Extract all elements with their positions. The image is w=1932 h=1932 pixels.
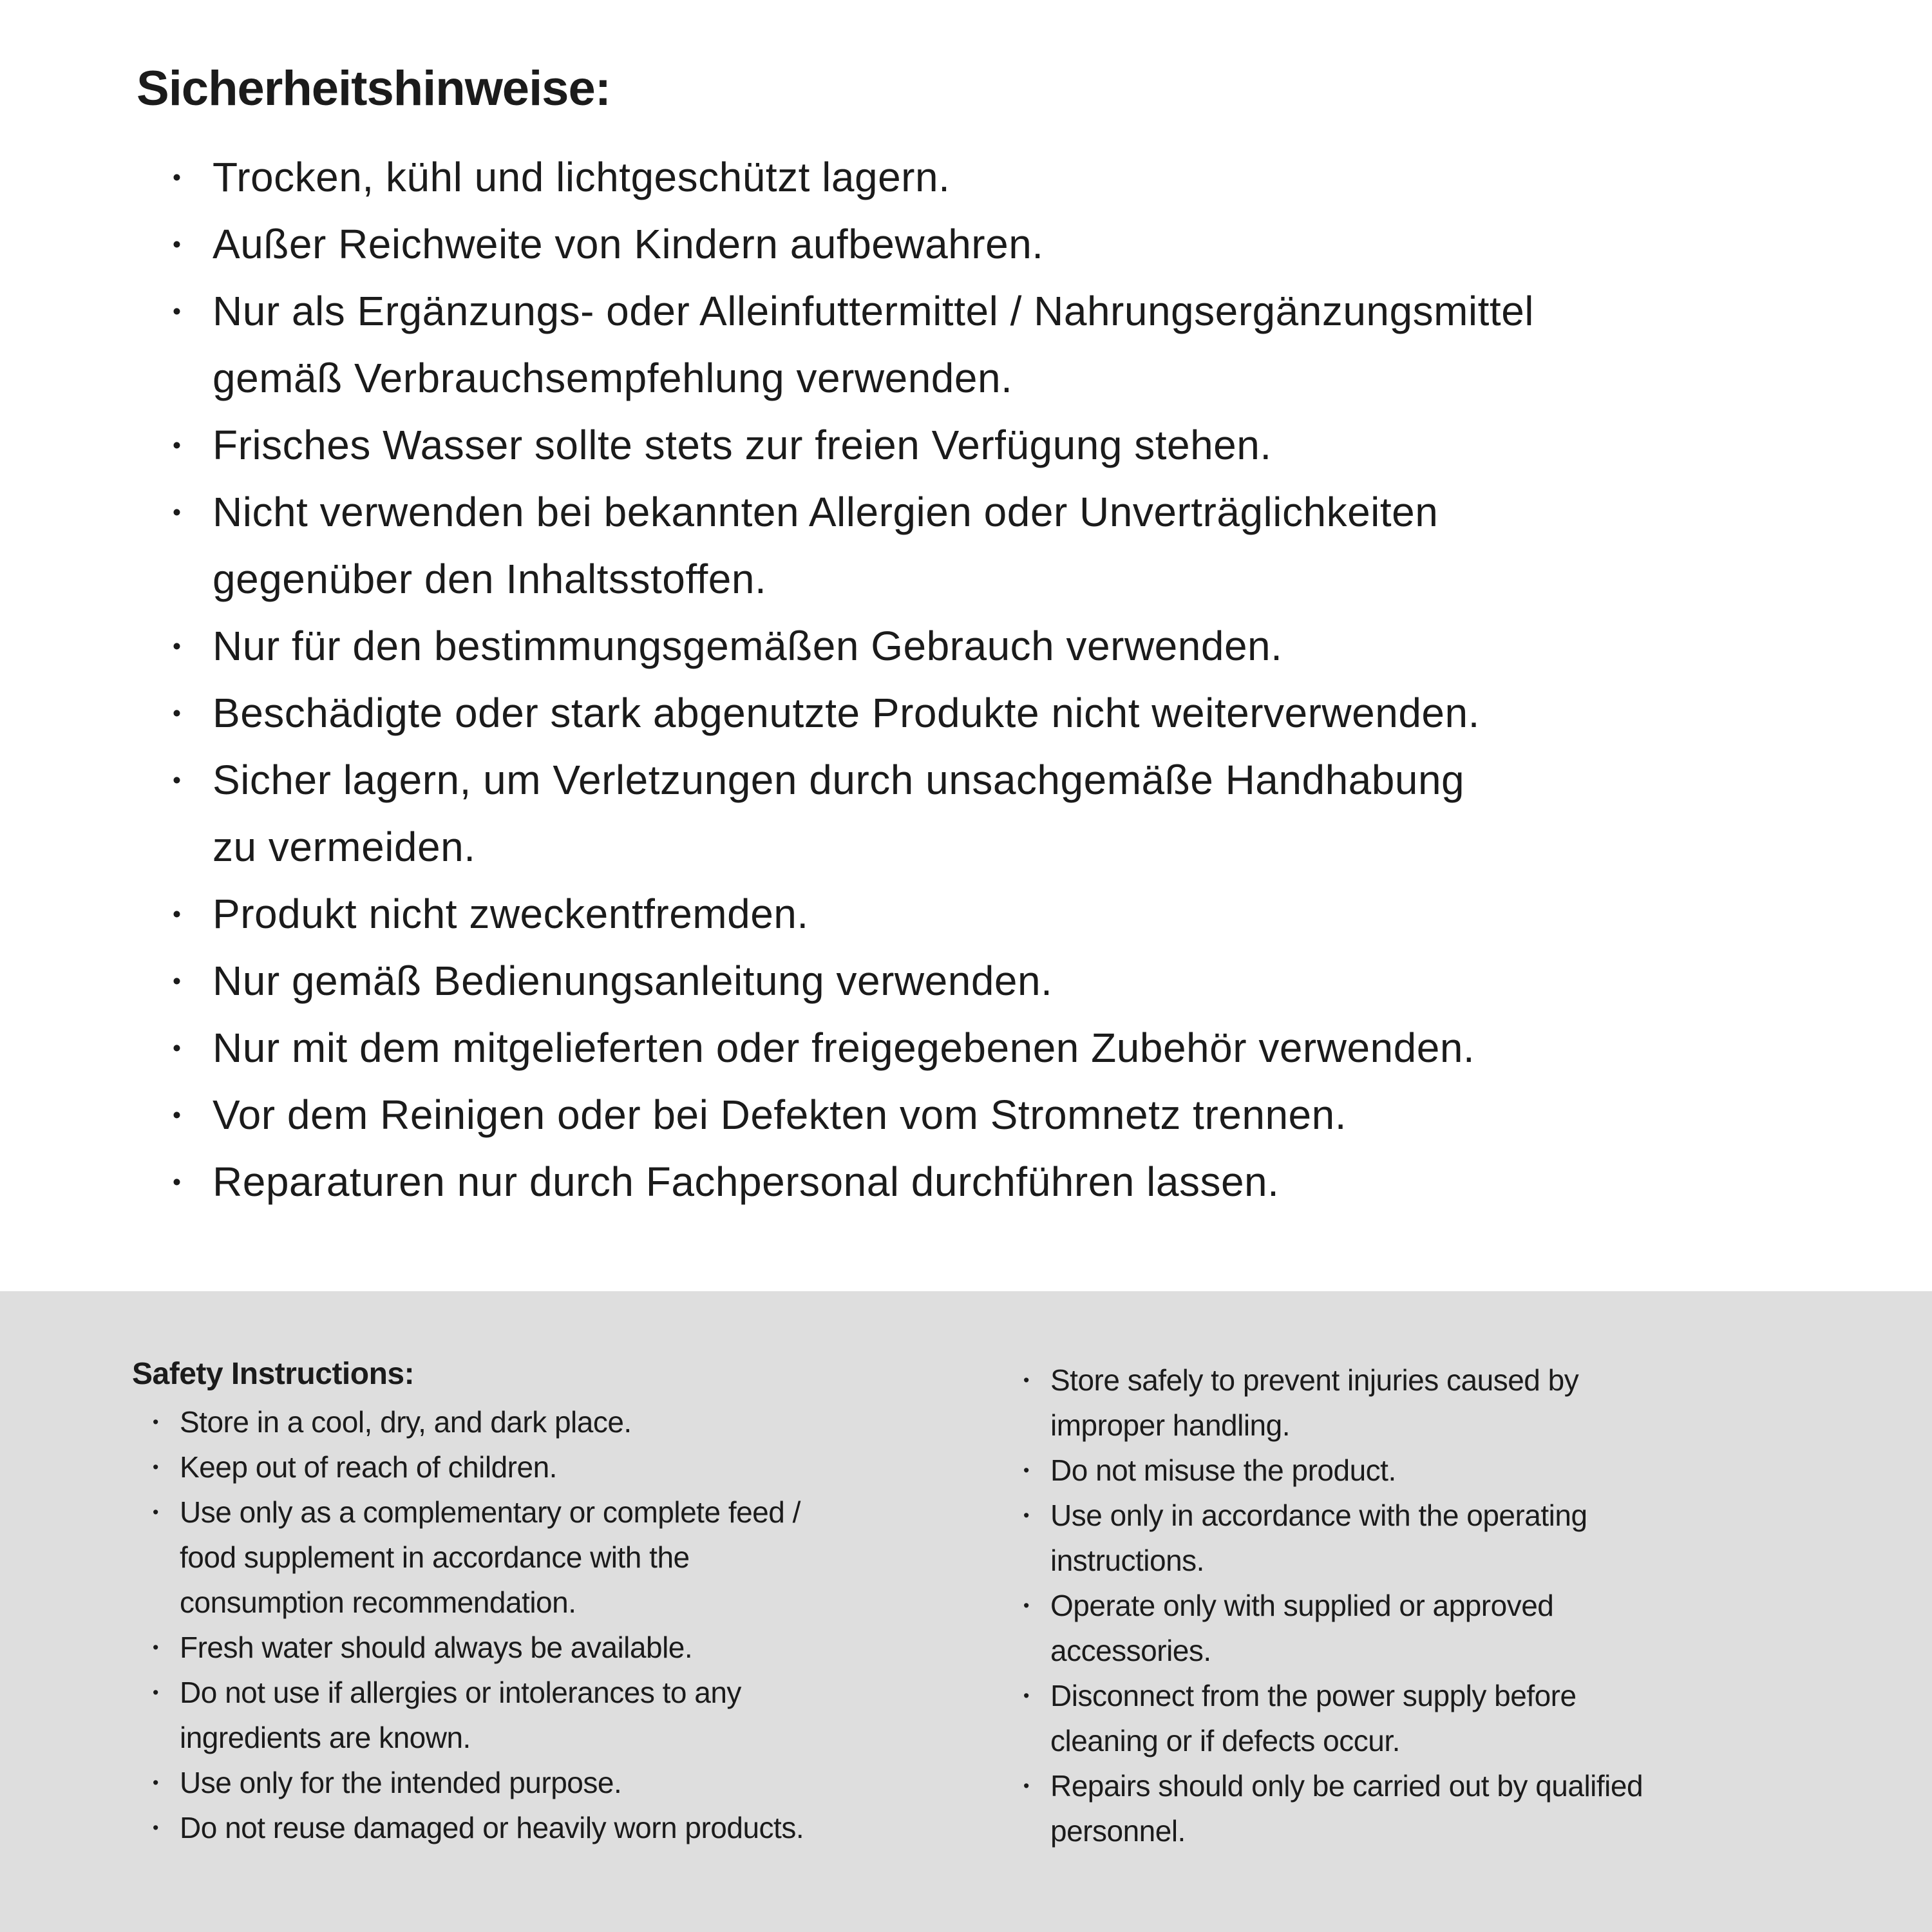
list-item <box>173 412 1534 478</box>
list-item <box>173 880 1534 947</box>
bullet-text: Beschädigte oder stark abgenutzte Produkte nicht weiterverwenden. <box>213 690 1480 736</box>
bullet-icon: • <box>173 1101 182 1128</box>
bullet-text: Operate only with supplied or approved accessories. <box>1050 1589 1554 1667</box>
bullet-text: Frisches Wasser sollte stets zur freien Verfügung stehen. <box>213 422 1272 468</box>
list-item <box>173 1014 1534 1081</box>
bullet-text: Produkt nicht zweckentfremden. <box>213 891 809 937</box>
bullet-icon: • <box>153 1502 158 1522</box>
bullet-text: Nur gemäß Bedienungsanleitung verwenden. <box>213 958 1053 1004</box>
german-heading: Sicherheitshinweise: <box>137 61 611 116</box>
list-item <box>173 679 1534 746</box>
list-item <box>1023 1583 1899 1673</box>
bullet-icon: • <box>153 1773 158 1792</box>
bullet-icon: • <box>1023 1776 1029 1795</box>
list-item <box>153 1490 1003 1625</box>
bullet-text: Store safely to prevent injuries caused by improper handling. <box>1050 1363 1579 1442</box>
bullet-text: Sicher lagern, um Verletzungen durch unsachgemäße Handhabung zu vermeiden. <box>213 757 1465 870</box>
bullet-icon: • <box>173 164 182 191</box>
list-item <box>153 1399 1003 1444</box>
list-item <box>153 1444 1003 1490</box>
bullet-text: Vor dem Reinigen oder bei Defekten vom Stromnetz trennen. <box>213 1092 1347 1138</box>
english-left-bullet-list <box>153 1399 1003 1850</box>
list-item <box>1023 1493 1899 1583</box>
bullet-icon: • <box>173 766 182 793</box>
bullet-icon: • <box>173 699 182 726</box>
list-item <box>1023 1358 1899 1448</box>
bullet-text: Nicht verwenden bei bekannten Allergien oder Unverträglichkeiten gegenüber den Inhaltsstoffen. <box>213 489 1439 602</box>
list-item <box>153 1805 1003 1850</box>
bullet-icon: • <box>173 900 182 927</box>
german-bullet-list <box>173 144 1534 1215</box>
list-item <box>1023 1673 1899 1763</box>
list-item <box>1023 1763 1899 1853</box>
bullet-icon: • <box>173 1034 182 1061</box>
english-section <box>0 1291 1932 1932</box>
bullet-icon: • <box>173 498 182 526</box>
list-item <box>173 278 1534 412</box>
bullet-text: Store in a cool, dry, and dark place. <box>180 1405 632 1439</box>
bullet-text: Keep out of reach of children. <box>180 1450 557 1484</box>
bullet-icon: • <box>1023 1506 1029 1525</box>
bullet-icon: • <box>1023 1461 1029 1480</box>
bullet-icon: • <box>1023 1686 1029 1705</box>
bullet-icon: • <box>173 231 182 258</box>
bullet-text: Use only as a complementary or complete feed / food supplement in accordance with the consumption recommendation. <box>180 1495 800 1619</box>
list-item <box>173 144 1534 211</box>
bullet-text: Use only in accordance with the operating instructions. <box>1050 1499 1587 1577</box>
bullet-text: Disconnect from the power supply before cleaning or if defects occur. <box>1050 1679 1577 1757</box>
bullet-text: Außer Reichweite von Kindern aufbewahren. <box>213 221 1044 267</box>
bullet-text: Trocken, kühl und lichtgeschützt lagern. <box>213 154 951 200</box>
list-item <box>153 1760 1003 1805</box>
list-item <box>153 1625 1003 1670</box>
bullet-text: Nur für den bestimmungsgemäßen Gebrauch verwenden. <box>213 623 1283 669</box>
bullet-icon: • <box>153 1638 158 1657</box>
bullet-text: Use only for the intended purpose. <box>180 1766 622 1799</box>
bullet-icon: • <box>173 431 182 459</box>
bullet-text: Do not reuse damaged or heavily worn products. <box>180 1811 804 1844</box>
bullet-text: Do not use if allergies or intolerances to any ingredients are known. <box>180 1676 741 1754</box>
list-item <box>173 478 1534 612</box>
bullet-text: Nur als Ergänzungs- oder Alleinfuttermittel / Nahrungsergänzungsmittel gemäß Verbrauchsempfehlung verwenden. <box>213 288 1534 401</box>
bullet-text: Do not misuse the product. <box>1050 1454 1396 1487</box>
bullet-icon: • <box>173 1168 182 1195</box>
bullet-text: Fresh water should always be available. <box>180 1631 693 1664</box>
bullet-icon: • <box>1023 1596 1029 1615</box>
bullet-icon: • <box>153 1683 158 1702</box>
bullet-icon: • <box>153 1818 158 1837</box>
english-right-bullet-list <box>1023 1358 1899 1853</box>
bullet-text: Repairs should only be carried out by qualified personnel. <box>1050 1769 1643 1848</box>
bullet-icon: • <box>173 632 182 659</box>
bullet-icon: • <box>173 298 182 325</box>
bullet-icon: • <box>173 967 182 994</box>
list-item <box>173 211 1534 278</box>
list-item <box>173 1148 1534 1215</box>
bullet-icon: • <box>153 1412 158 1432</box>
list-item <box>173 612 1534 679</box>
bullet-text: Nur mit dem mitgelieferten oder freigegebenen Zubehör verwenden. <box>213 1025 1475 1071</box>
bullet-icon: • <box>153 1457 158 1477</box>
bullet-text: Reparaturen nur durch Fachpersonal durchführen lassen. <box>213 1159 1280 1205</box>
bullet-icon: • <box>1023 1370 1029 1390</box>
list-item <box>173 947 1534 1014</box>
list-item <box>173 746 1534 880</box>
list-item <box>173 1081 1534 1148</box>
list-item <box>1023 1448 1899 1493</box>
list-item <box>153 1670 1003 1760</box>
english-heading: Safety Instructions: <box>132 1357 415 1391</box>
